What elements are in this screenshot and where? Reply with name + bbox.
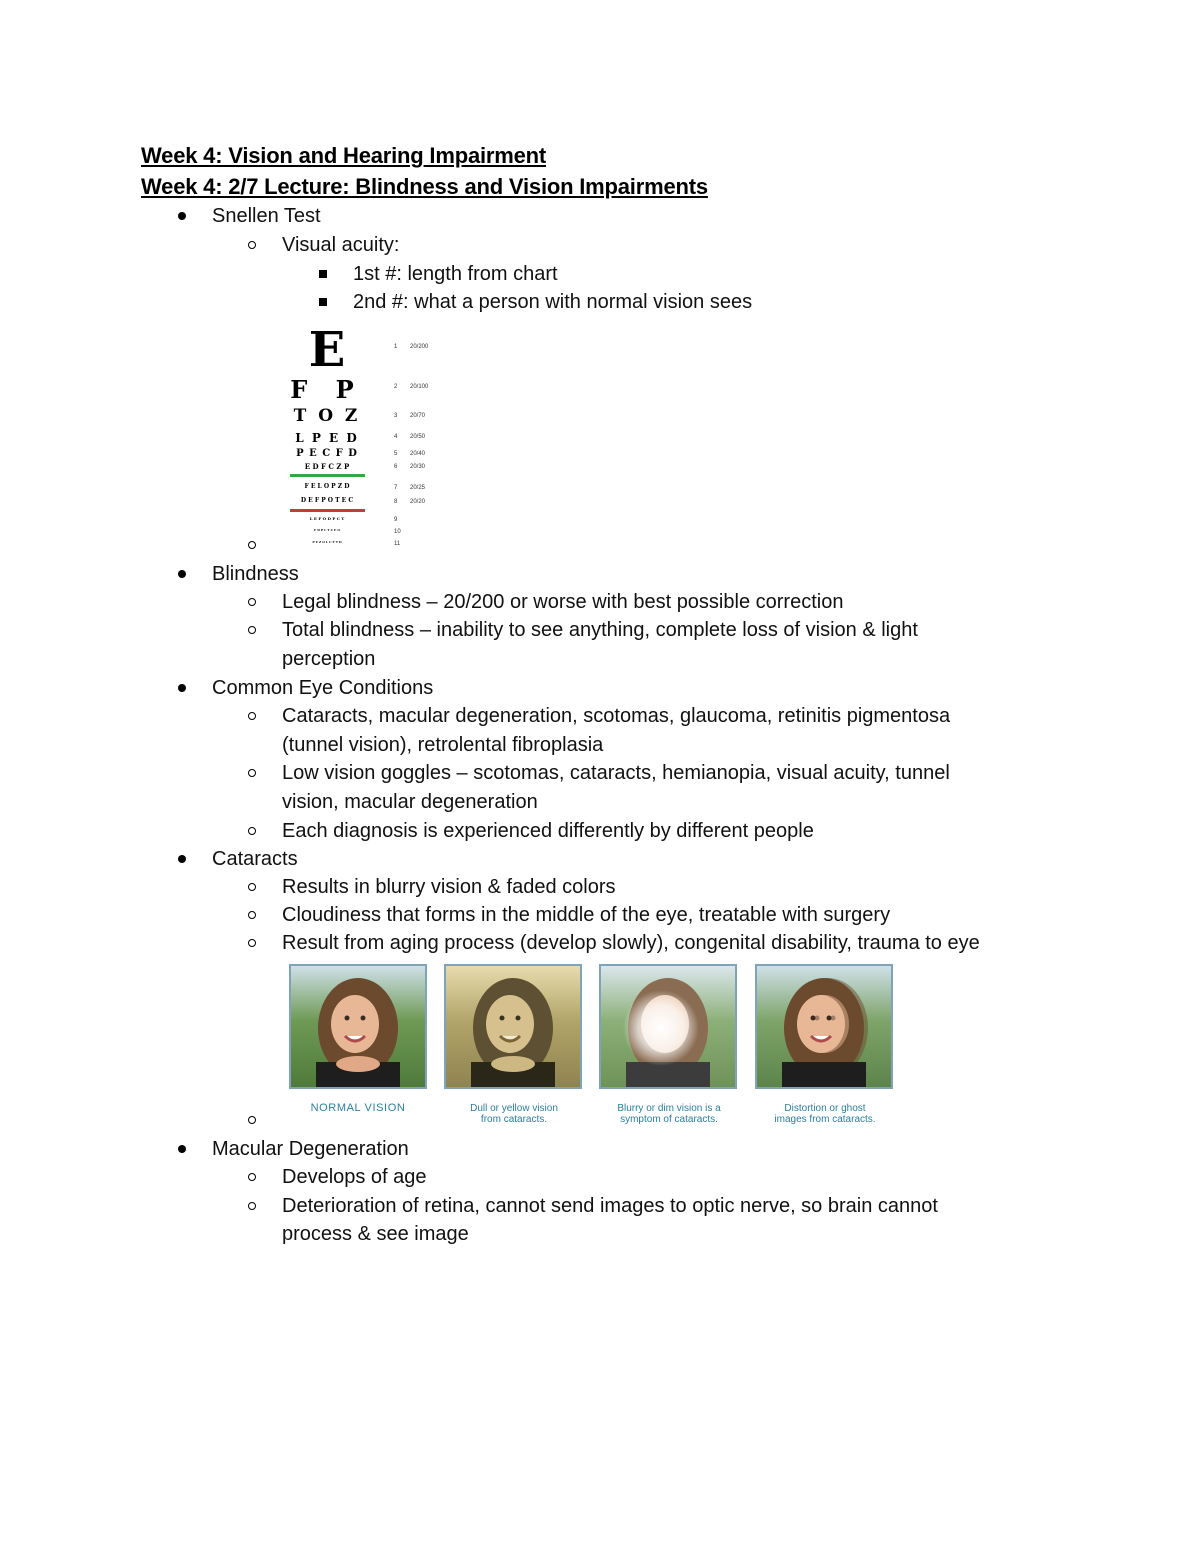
chart-row: P E C F D [296, 448, 358, 459]
list-item-develops-age: Develops of age [282, 1166, 427, 1188]
snellen-eye-chart [282, 322, 442, 550]
chart-row: F D P L T C E O [314, 528, 340, 532]
bullet-circle [248, 626, 256, 634]
chart-acuity: 20/100 [410, 384, 429, 390]
photo-yellow-vision [444, 964, 582, 1089]
caption-yellow-vision [444, 1103, 584, 1125]
list-item-conditions-list: Cataracts, macular degeneration, scotomas, glaucoma, retinitis pigmentosa [282, 705, 951, 727]
list-item-diagnosis: Each diagnosis is experienced differently by different people [282, 820, 814, 842]
bullet-circle [248, 598, 256, 606]
chart-acuity: 20/25 [410, 485, 426, 491]
list-item-blindness: Blindness [212, 563, 299, 585]
chart-row: L E F O D P C T [309, 516, 345, 521]
bullet-disc [178, 1145, 186, 1153]
list-item-continuation: (tunnel vision), retrolental fibroplasia [282, 734, 604, 756]
list-item-low-vision-goggles: Low vision goggles – scotomas, cataracts, hemianopia, visual acuity, tunnel [282, 762, 950, 784]
chart-acuity: 20/40 [410, 451, 426, 457]
chart-row: T O Z [293, 406, 361, 426]
photo-blurry-vision [599, 964, 737, 1089]
chart-acuity: 20/30 [410, 464, 426, 470]
heading-lecture: Week 4: 2/7 Lecture: Blindness and Vision Impairments [141, 174, 708, 199]
caption-line: images from cataracts. [774, 1114, 876, 1125]
chart-line-number: 9 [394, 517, 398, 523]
bullet-circle [248, 541, 256, 549]
caption-normal-vision: NORMAL VISION [310, 1102, 406, 1114]
chart-line-number: 2 [394, 384, 398, 390]
list-item-visual-acuity: Visual acuity: [282, 234, 400, 256]
bullet-disc [178, 212, 186, 220]
bullet-circle [248, 911, 256, 919]
chart-acuity: 20/200 [410, 344, 429, 350]
chart-line-number: 1 [394, 344, 398, 350]
heading-week4: Week 4: Vision and Hearing Impairment [141, 143, 547, 168]
chart-acuity: 20/70 [410, 413, 426, 419]
chart-green-line [290, 474, 365, 477]
chart-line-number: 7 [394, 485, 398, 491]
list-item-legal-blindness: Legal blindness – 20/200 or worse with best possible correction [282, 591, 844, 613]
bullet-circle [248, 712, 256, 720]
bullet-square [319, 270, 327, 278]
chart-line-number: 4 [394, 434, 398, 440]
chart-line-number: 6 [394, 464, 398, 470]
bullet-circle [248, 1202, 256, 1210]
caption-line: Blurry or dim vision is a [617, 1103, 721, 1114]
bullet-square [319, 298, 327, 306]
chart-line-number: 8 [394, 499, 398, 505]
chart-line-number: 3 [394, 413, 398, 419]
list-item-continuation: vision, macular degeneration [282, 791, 538, 813]
chart-line-number: 10 [394, 529, 401, 535]
caption-blurry-vision [599, 1103, 739, 1125]
bullet-circle [248, 241, 256, 249]
list-item-second-number: 2nd #: what a person with normal vision sees [353, 291, 753, 313]
list-item-cloudiness: Cloudiness that forms in the middle of the eye, treatable with surgery [282, 904, 891, 926]
list-item-retina: Deterioration of retina, cannot send images to optic nerve, so brain cannot [282, 1195, 938, 1217]
chart-line-number: 5 [394, 451, 398, 457]
chart-row: D E F P O T E C [300, 497, 354, 504]
chart-acuity: 20/20 [410, 499, 426, 505]
list-item-causes: Result from aging process (develop slowly), congenital disability, trauma to eye [282, 932, 980, 954]
list-item-continuation: process & see image [282, 1223, 469, 1245]
chart-row: F P [290, 375, 364, 404]
caption-distortion-vision [755, 1103, 895, 1125]
list-item-total-blindness: Total blindness – inability to see anything, complete loss of vision & light [282, 619, 918, 641]
list-item-blurry-vision: Results in blurry vision & faded colors [282, 876, 616, 898]
bullet-disc [178, 570, 186, 578]
photo-distortion-vision [755, 964, 893, 1089]
bullet-circle [248, 939, 256, 947]
chart-red-line [290, 509, 365, 512]
chart-row: E D F C Z P [304, 462, 350, 471]
bullet-circle [248, 769, 256, 777]
list-item-snellen: Snellen Test [212, 205, 321, 227]
bullet-circle [248, 1173, 256, 1181]
list-item-continuation: perception [282, 648, 376, 670]
photo-normal-vision [289, 964, 427, 1089]
chart-acuity: 20/50 [410, 434, 426, 440]
chart-row: P E Z O L C F T D [312, 540, 342, 544]
list-item-cataracts: Cataracts [212, 848, 298, 870]
list-item-macular-degeneration: Macular Degeneration [212, 1138, 409, 1160]
bullet-circle [248, 827, 256, 835]
bullet-circle [248, 1116, 256, 1124]
chart-line-number: 11 [394, 541, 401, 547]
bullet-disc [178, 684, 186, 692]
caption-line: Dull or yellow vision [470, 1103, 558, 1114]
bullet-circle [248, 883, 256, 891]
list-item-common-eye-conditions: Common Eye Conditions [212, 677, 434, 699]
caption-line: symptom of cataracts. [620, 1114, 718, 1125]
chart-row: L P E D [295, 431, 359, 445]
chart-row: F E L O P Z D [304, 483, 350, 490]
caption-line: from cataracts. [480, 1114, 548, 1125]
caption-line: Distortion or ghost [784, 1103, 866, 1114]
bullet-disc [178, 855, 186, 863]
chart-row: E [308, 322, 346, 378]
list-item-first-number: 1st #: length from chart [353, 263, 558, 285]
